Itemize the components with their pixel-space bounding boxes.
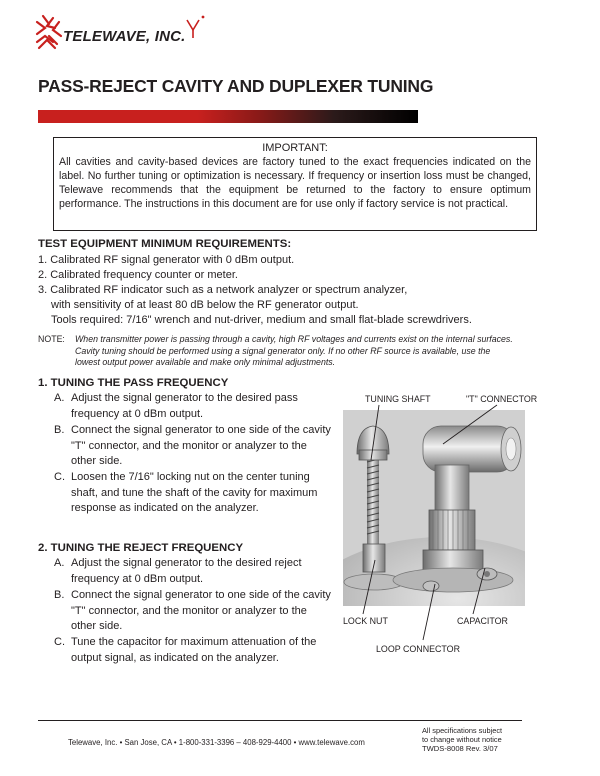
important-notice-box <box>53 137 537 231</box>
note-label: NOTE: <box>38 334 65 344</box>
note-text: When transmitter power is passing through a cavity, high RF voltages and currents exist on the internal surfaces. Cavity tuning should be performed using a signal generator only. If no other RF source is available, use the lowest output power available and make only minimal adjustments. <box>75 334 513 367</box>
section-1-heading: 1. TUNING THE PASS FREQUENCY <box>38 377 229 389</box>
requirement-item-continued: with sensitivity of at least 80 dB below the RF generator output. <box>51 299 359 311</box>
important-body: All cavities and cavity-based devices are factory tuned to the exact frequencies indicated on the label. No further tuning or optimization is necessary. If frequency or insertion loss must be changed, Telewave recommends that the equipment be returned to the factory to ensure optimum performance. The instructions in this document are for use only if factory service is not practical. <box>59 156 531 210</box>
caption-lock-nut: LOCK NUT <box>343 616 388 626</box>
tools-required: Tools required: 7/16" wrench and nut-driver, medium and small flat-blade screwdrivers. <box>51 314 472 326</box>
caption-capacitor: CAPACITOR <box>457 616 508 626</box>
company-name: TELEWAVE, INC. <box>63 28 186 45</box>
section-1-step-c: C. Loosen the 7/16" locking nut on the center tuning shaft, and tune the shaft of the cavity for maximum response as indicated on the analyzer. <box>54 471 318 515</box>
callout-lines <box>343 400 525 650</box>
document-code: TWDS-8008 Rev. 3/07 <box>422 743 498 753</box>
footer-disclaimer: All specifications subject to change without notice TWDS-8008 Rev. 3/07 <box>422 726 503 753</box>
section-2-heading: 2. TUNING THE REJECT FREQUENCY <box>38 542 244 554</box>
requirements-heading: TEST EQUIPMENT MINIMUM REQUIREMENTS: <box>38 238 292 250</box>
requirement-item: 2. Calibrated frequency counter or meter. <box>38 269 238 281</box>
caption-loop-connector: LOOP CONNECTOR <box>376 644 460 654</box>
important-heading: IMPORTANT: <box>262 142 328 154</box>
section-2-step-c: C. Tune the capacitor for maximum attenuation of the output signal, as indicated on the analyzer. <box>54 636 317 664</box>
page-title: PASS-REJECT CAVITY AND DUPLEXER TUNING <box>38 76 434 96</box>
title-underline-bar <box>38 110 418 123</box>
section-2-step-b: B. Connect the signal generator to one side of the cavity "T" connector, and the monitor or analyzer to the other side. <box>54 589 331 633</box>
caption-tuning-shaft: TUNING SHAFT <box>365 394 431 404</box>
caption-t-connector: "T" CONNECTOR <box>466 394 538 404</box>
requirement-item: 1. Calibrated RF signal generator with 0 dBm output. <box>38 254 295 266</box>
section-2-step-a: A. Adjust the signal generator to the desired reject frequency at 0 dBm output. <box>54 557 302 585</box>
section-1-step-a: A. Adjust the signal generator to the desired pass frequency at 0 dBm output. <box>54 392 298 420</box>
footer-divider <box>38 720 522 721</box>
footer-contact: Telewave, Inc. • San Jose, CA • 1-800-331-3396 – 408-929-4400 • www.telewave.com <box>68 738 365 747</box>
section-1-step-b: B. Connect the signal generator to one side of the cavity "T" connector, and the monitor or analyzer to the other side. <box>54 424 331 468</box>
requirement-item: 3. Calibrated RF indicator such as a network analyzer or spectrum analyzer, <box>38 284 408 296</box>
